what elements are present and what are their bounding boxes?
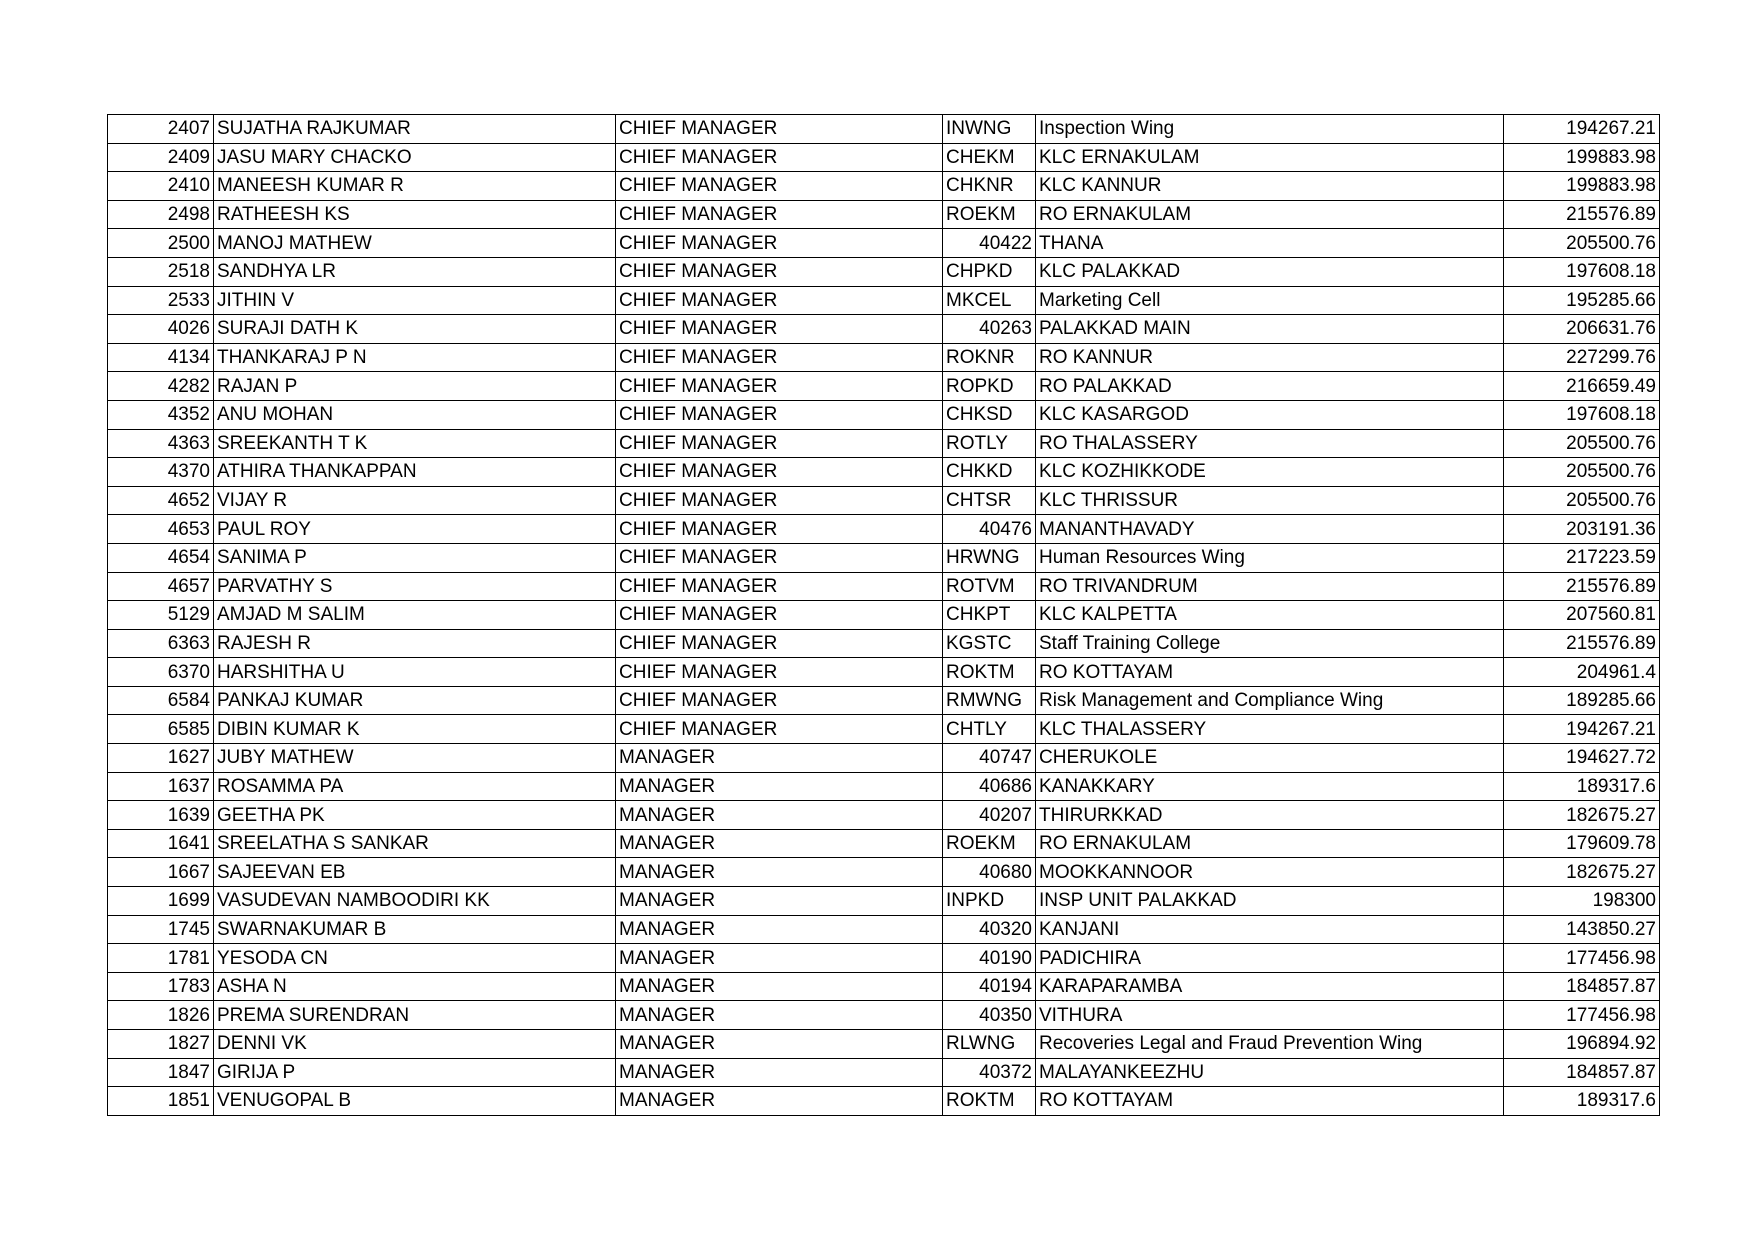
- designation-cell: CHIEF MANAGER: [616, 686, 943, 715]
- amount-cell: 177456.98: [1504, 944, 1660, 973]
- designation-cell: CHIEF MANAGER: [616, 286, 943, 315]
- unit-name-cell: RO ERNAKULAM: [1036, 829, 1504, 858]
- amount-cell: 189317.6: [1504, 1087, 1660, 1116]
- employee-id-cell: 4026: [108, 315, 214, 344]
- employee-name-cell: PAUL ROY: [214, 515, 616, 544]
- employee-name-cell: MANEESH KUMAR R: [214, 172, 616, 201]
- table-row: [108, 1001, 1660, 1030]
- amount-cell: 194267.21: [1504, 715, 1660, 744]
- amount-cell: 199883.98: [1504, 172, 1660, 201]
- amount-cell: 198300: [1504, 887, 1660, 916]
- unit-name-cell: KLC PALAKKAD: [1036, 257, 1504, 286]
- table-row: [108, 744, 1660, 773]
- employee-name-cell: SANIMA P: [214, 543, 616, 572]
- amount-cell: 215576.89: [1504, 629, 1660, 658]
- employee-id-cell: 1667: [108, 858, 214, 887]
- designation-cell: MANAGER: [616, 829, 943, 858]
- table-row: [108, 429, 1660, 458]
- amount-cell: 189317.6: [1504, 772, 1660, 801]
- unit-name-cell: RO TRIVANDRUM: [1036, 572, 1504, 601]
- designation-cell: CHIEF MANAGER: [616, 343, 943, 372]
- employee-name-cell: SWARNAKUMAR B: [214, 915, 616, 944]
- unit-code-cell: MKCEL: [943, 286, 1036, 315]
- table-row: [108, 257, 1660, 286]
- unit-name-cell: Human Resources Wing: [1036, 543, 1504, 572]
- employee-id-cell: 6584: [108, 686, 214, 715]
- unit-code-cell: KGSTC: [943, 629, 1036, 658]
- unit-name-cell: RO KOTTAYAM: [1036, 1087, 1504, 1116]
- unit-code-cell: CHTSR: [943, 486, 1036, 515]
- unit-code-cell: CHPKD: [943, 257, 1036, 286]
- amount-cell: 215576.89: [1504, 572, 1660, 601]
- unit-name-cell: Risk Management and Compliance Wing: [1036, 686, 1504, 715]
- table-row: [108, 1030, 1660, 1059]
- employee-id-cell: 2409: [108, 143, 214, 172]
- designation-cell: MANAGER: [616, 1030, 943, 1059]
- unit-name-cell: KLC ERNAKULAM: [1036, 143, 1504, 172]
- employee-id-cell: 1699: [108, 887, 214, 916]
- amount-cell: 197608.18: [1504, 257, 1660, 286]
- designation-cell: CHIEF MANAGER: [616, 115, 943, 144]
- employee-id-cell: 2533: [108, 286, 214, 315]
- employee-id-cell: 1641: [108, 829, 214, 858]
- table-row: [108, 115, 1660, 144]
- unit-name-cell: THANA: [1036, 229, 1504, 258]
- unit-code-cell: ROTLY: [943, 429, 1036, 458]
- employee-id-cell: 4654: [108, 543, 214, 572]
- amount-cell: 194627.72: [1504, 744, 1660, 773]
- employee-name-cell: RAJAN P: [214, 372, 616, 401]
- employee-name-cell: SREELATHA S SANKAR: [214, 829, 616, 858]
- designation-cell: CHIEF MANAGER: [616, 458, 943, 487]
- unit-code-cell: 40350: [943, 1001, 1036, 1030]
- unit-name-cell: KLC KASARGOD: [1036, 400, 1504, 429]
- table-row: [108, 801, 1660, 830]
- unit-code-cell: ROKTM: [943, 1087, 1036, 1116]
- unit-name-cell: THIRURKKAD: [1036, 801, 1504, 830]
- table-row: [108, 372, 1660, 401]
- table-row: [108, 972, 1660, 1001]
- table-row: [108, 458, 1660, 487]
- designation-cell: CHIEF MANAGER: [616, 200, 943, 229]
- designation-cell: CHIEF MANAGER: [616, 172, 943, 201]
- employee-name-cell: HARSHITHA U: [214, 658, 616, 687]
- amount-cell: 205500.76: [1504, 229, 1660, 258]
- employee-name-cell: SAJEEVAN EB: [214, 858, 616, 887]
- employee-name-cell: GEETHA PK: [214, 801, 616, 830]
- employee-id-cell: 1826: [108, 1001, 214, 1030]
- unit-name-cell: PADICHIRA: [1036, 944, 1504, 973]
- amount-cell: 196894.92: [1504, 1030, 1660, 1059]
- amount-cell: 184857.87: [1504, 972, 1660, 1001]
- unit-code-cell: 40747: [943, 744, 1036, 773]
- amount-cell: 194267.21: [1504, 115, 1660, 144]
- unit-name-cell: INSP UNIT PALAKKAD: [1036, 887, 1504, 916]
- employee-name-cell: VENUGOPAL B: [214, 1087, 616, 1116]
- employee-name-cell: YESODA CN: [214, 944, 616, 973]
- designation-cell: MANAGER: [616, 887, 943, 916]
- designation-cell: MANAGER: [616, 772, 943, 801]
- unit-name-cell: Inspection Wing: [1036, 115, 1504, 144]
- table-row: [108, 629, 1660, 658]
- employee-name-cell: ATHIRA THANKAPPAN: [214, 458, 616, 487]
- employee-name-cell: JITHIN V: [214, 286, 616, 315]
- unit-code-cell: CHEKM: [943, 143, 1036, 172]
- employee-id-cell: 1627: [108, 744, 214, 773]
- employee-id-cell: 4652: [108, 486, 214, 515]
- designation-cell: CHIEF MANAGER: [616, 658, 943, 687]
- unit-name-cell: KLC THRISSUR: [1036, 486, 1504, 515]
- employee-id-cell: 4657: [108, 572, 214, 601]
- unit-name-cell: Recoveries Legal and Fraud Prevention Wing: [1036, 1030, 1504, 1059]
- unit-code-cell: INWNG: [943, 115, 1036, 144]
- unit-name-cell: KLC KALPETTA: [1036, 601, 1504, 630]
- amount-cell: 197608.18: [1504, 400, 1660, 429]
- designation-cell: MANAGER: [616, 915, 943, 944]
- table-row: [108, 143, 1660, 172]
- table-row: [108, 658, 1660, 687]
- unit-code-cell: CHTLY: [943, 715, 1036, 744]
- employee-name-cell: DIBIN KUMAR K: [214, 715, 616, 744]
- designation-cell: MANAGER: [616, 1058, 943, 1087]
- employee-name-cell: ROSAMMA PA: [214, 772, 616, 801]
- employee-name-cell: SREEKANTH T K: [214, 429, 616, 458]
- unit-name-cell: KARAPARAMBA: [1036, 972, 1504, 1001]
- employee-name-cell: JUBY MATHEW: [214, 744, 616, 773]
- unit-name-cell: RO PALAKKAD: [1036, 372, 1504, 401]
- unit-name-cell: RO KOTTAYAM: [1036, 658, 1504, 687]
- table-row: [108, 944, 1660, 973]
- amount-cell: 227299.76: [1504, 343, 1660, 372]
- amount-cell: 204961.4: [1504, 658, 1660, 687]
- table-row: [108, 543, 1660, 572]
- table-row: [108, 286, 1660, 315]
- unit-code-cell: ROTVM: [943, 572, 1036, 601]
- amount-cell: 205500.76: [1504, 429, 1660, 458]
- amount-cell: 179609.78: [1504, 829, 1660, 858]
- unit-code-cell: 40207: [943, 801, 1036, 830]
- table-row: [108, 343, 1660, 372]
- unit-code-cell: RLWNG: [943, 1030, 1036, 1059]
- amount-cell: 206631.76: [1504, 315, 1660, 344]
- amount-cell: 217223.59: [1504, 543, 1660, 572]
- table-row: [108, 829, 1660, 858]
- table-row: [108, 315, 1660, 344]
- table-row: [108, 858, 1660, 887]
- unit-code-cell: CHKSD: [943, 400, 1036, 429]
- unit-name-cell: KANAKKARY: [1036, 772, 1504, 801]
- employee-id-cell: 4134: [108, 343, 214, 372]
- designation-cell: MANAGER: [616, 1001, 943, 1030]
- unit-code-cell: 40194: [943, 972, 1036, 1001]
- employee-name-cell: AMJAD M SALIM: [214, 601, 616, 630]
- unit-code-cell: 40422: [943, 229, 1036, 258]
- table-row: [108, 1058, 1660, 1087]
- employee-id-cell: 2518: [108, 257, 214, 286]
- unit-code-cell: RMWNG: [943, 686, 1036, 715]
- unit-name-cell: MOOKKANNOOR: [1036, 858, 1504, 887]
- employee-id-cell: 1851: [108, 1087, 214, 1116]
- designation-cell: MANAGER: [616, 944, 943, 973]
- amount-cell: 184857.87: [1504, 1058, 1660, 1087]
- designation-cell: CHIEF MANAGER: [616, 143, 943, 172]
- employee-name-cell: VASUDEVAN NAMBOODIRI KK: [214, 887, 616, 916]
- amount-cell: 216659.49: [1504, 372, 1660, 401]
- amount-cell: 205500.76: [1504, 486, 1660, 515]
- amount-cell: 199883.98: [1504, 143, 1660, 172]
- unit-code-cell: ROKTM: [943, 658, 1036, 687]
- unit-code-cell: ROEKM: [943, 829, 1036, 858]
- amount-cell: 195285.66: [1504, 286, 1660, 315]
- employee-name-cell: VIJAY R: [214, 486, 616, 515]
- employee-id-cell: 4370: [108, 458, 214, 487]
- employee-name-cell: MANOJ MATHEW: [214, 229, 616, 258]
- employee-id-cell: 4653: [108, 515, 214, 544]
- designation-cell: CHIEF MANAGER: [616, 515, 943, 544]
- unit-code-cell: 40686: [943, 772, 1036, 801]
- designation-cell: CHIEF MANAGER: [616, 429, 943, 458]
- designation-cell: MANAGER: [616, 972, 943, 1001]
- unit-code-cell: CHKKD: [943, 458, 1036, 487]
- employee-name-cell: RATHEESH KS: [214, 200, 616, 229]
- designation-cell: CHIEF MANAGER: [616, 486, 943, 515]
- unit-name-cell: RO THALASSERY: [1036, 429, 1504, 458]
- unit-name-cell: Marketing Cell: [1036, 286, 1504, 315]
- designation-cell: CHIEF MANAGER: [616, 601, 943, 630]
- employee-name-cell: PANKAJ KUMAR: [214, 686, 616, 715]
- unit-code-cell: CHKNR: [943, 172, 1036, 201]
- employee-id-cell: 1847: [108, 1058, 214, 1087]
- amount-cell: 205500.76: [1504, 458, 1660, 487]
- employee-id-cell: 1781: [108, 944, 214, 973]
- table-row: [108, 172, 1660, 201]
- table-row: [108, 486, 1660, 515]
- employee-name-cell: DENNI VK: [214, 1030, 616, 1059]
- unit-code-cell: ROEKM: [943, 200, 1036, 229]
- amount-cell: 182675.27: [1504, 801, 1660, 830]
- employee-id-cell: 6370: [108, 658, 214, 687]
- unit-name-cell: KLC THALASSERY: [1036, 715, 1504, 744]
- unit-code-cell: 40476: [943, 515, 1036, 544]
- amount-cell: 177456.98: [1504, 1001, 1660, 1030]
- unit-name-cell: PALAKKAD MAIN: [1036, 315, 1504, 344]
- employee-id-cell: 4282: [108, 372, 214, 401]
- designation-cell: MANAGER: [616, 801, 943, 830]
- employee-name-cell: PREMA SURENDRAN: [214, 1001, 616, 1030]
- unit-name-cell: KLC KANNUR: [1036, 172, 1504, 201]
- employee-id-cell: 1637: [108, 772, 214, 801]
- employee-name-cell: SURAJI DATH K: [214, 315, 616, 344]
- employee-id-cell: 4352: [108, 400, 214, 429]
- designation-cell: MANAGER: [616, 744, 943, 773]
- unit-name-cell: RO KANNUR: [1036, 343, 1504, 372]
- employee-name-cell: GIRIJA P: [214, 1058, 616, 1087]
- unit-name-cell: MANANTHAVADY: [1036, 515, 1504, 544]
- unit-name-cell: KANJANI: [1036, 915, 1504, 944]
- unit-code-cell: ROPKD: [943, 372, 1036, 401]
- unit-code-cell: 40372: [943, 1058, 1036, 1087]
- unit-name-cell: Staff Training College: [1036, 629, 1504, 658]
- table-body: [108, 115, 1660, 1116]
- employee-id-cell: 6585: [108, 715, 214, 744]
- table-row: [108, 1087, 1660, 1116]
- table-row: [108, 200, 1660, 229]
- designation-cell: CHIEF MANAGER: [616, 715, 943, 744]
- unit-code-cell: 40190: [943, 944, 1036, 973]
- designation-cell: MANAGER: [616, 1087, 943, 1116]
- table-row: [108, 601, 1660, 630]
- employee-name-cell: JASU MARY CHACKO: [214, 143, 616, 172]
- employee-id-cell: 2410: [108, 172, 214, 201]
- employee-name-cell: ANU MOHAN: [214, 400, 616, 429]
- table-row: [108, 572, 1660, 601]
- unit-name-cell: CHERUKOLE: [1036, 744, 1504, 773]
- amount-cell: 189285.66: [1504, 686, 1660, 715]
- table-row: [108, 515, 1660, 544]
- unit-code-cell: 40680: [943, 858, 1036, 887]
- unit-code-cell: INPKD: [943, 887, 1036, 916]
- unit-code-cell: HRWNG: [943, 543, 1036, 572]
- table-row: [108, 686, 1660, 715]
- designation-cell: MANAGER: [616, 858, 943, 887]
- designation-cell: CHIEF MANAGER: [616, 315, 943, 344]
- unit-code-cell: ROKNR: [943, 343, 1036, 372]
- employee-name-cell: SANDHYA LR: [214, 257, 616, 286]
- employee-id-cell: 6363: [108, 629, 214, 658]
- unit-name-cell: MALAYANKEEZHU: [1036, 1058, 1504, 1087]
- amount-cell: 207560.81: [1504, 601, 1660, 630]
- employee-name-cell: THANKARAJ P N: [214, 343, 616, 372]
- designation-cell: CHIEF MANAGER: [616, 400, 943, 429]
- employee-table: [107, 114, 1660, 1116]
- employee-id-cell: 2498: [108, 200, 214, 229]
- designation-cell: CHIEF MANAGER: [616, 229, 943, 258]
- table-row: [108, 229, 1660, 258]
- amount-cell: 203191.36: [1504, 515, 1660, 544]
- employee-name-cell: PARVATHY S: [214, 572, 616, 601]
- employee-name-cell: SUJATHA RAJKUMAR: [214, 115, 616, 144]
- designation-cell: CHIEF MANAGER: [616, 372, 943, 401]
- employee-id-cell: 1827: [108, 1030, 214, 1059]
- unit-name-cell: VITHURA: [1036, 1001, 1504, 1030]
- employee-id-cell: 4363: [108, 429, 214, 458]
- unit-code-cell: 40263: [943, 315, 1036, 344]
- employee-id-cell: 2407: [108, 115, 214, 144]
- table-row: [108, 887, 1660, 916]
- employee-id-cell: 2500: [108, 229, 214, 258]
- table-row: [108, 772, 1660, 801]
- unit-name-cell: RO ERNAKULAM: [1036, 200, 1504, 229]
- employee-id-cell: 1745: [108, 915, 214, 944]
- designation-cell: CHIEF MANAGER: [616, 629, 943, 658]
- amount-cell: 143850.27: [1504, 915, 1660, 944]
- unit-code-cell: CHKPT: [943, 601, 1036, 630]
- amount-cell: 182675.27: [1504, 858, 1660, 887]
- designation-cell: CHIEF MANAGER: [616, 257, 943, 286]
- employee-id-cell: 1639: [108, 801, 214, 830]
- designation-cell: CHIEF MANAGER: [616, 572, 943, 601]
- amount-cell: 215576.89: [1504, 200, 1660, 229]
- table-row: [108, 400, 1660, 429]
- employee-id-cell: 1783: [108, 972, 214, 1001]
- table-row: [108, 915, 1660, 944]
- employee-id-cell: 5129: [108, 601, 214, 630]
- employee-name-cell: RAJESH R: [214, 629, 616, 658]
- employee-name-cell: ASHA N: [214, 972, 616, 1001]
- designation-cell: CHIEF MANAGER: [616, 543, 943, 572]
- table-row: [108, 715, 1660, 744]
- unit-name-cell: KLC KOZHIKKODE: [1036, 458, 1504, 487]
- unit-code-cell: 40320: [943, 915, 1036, 944]
